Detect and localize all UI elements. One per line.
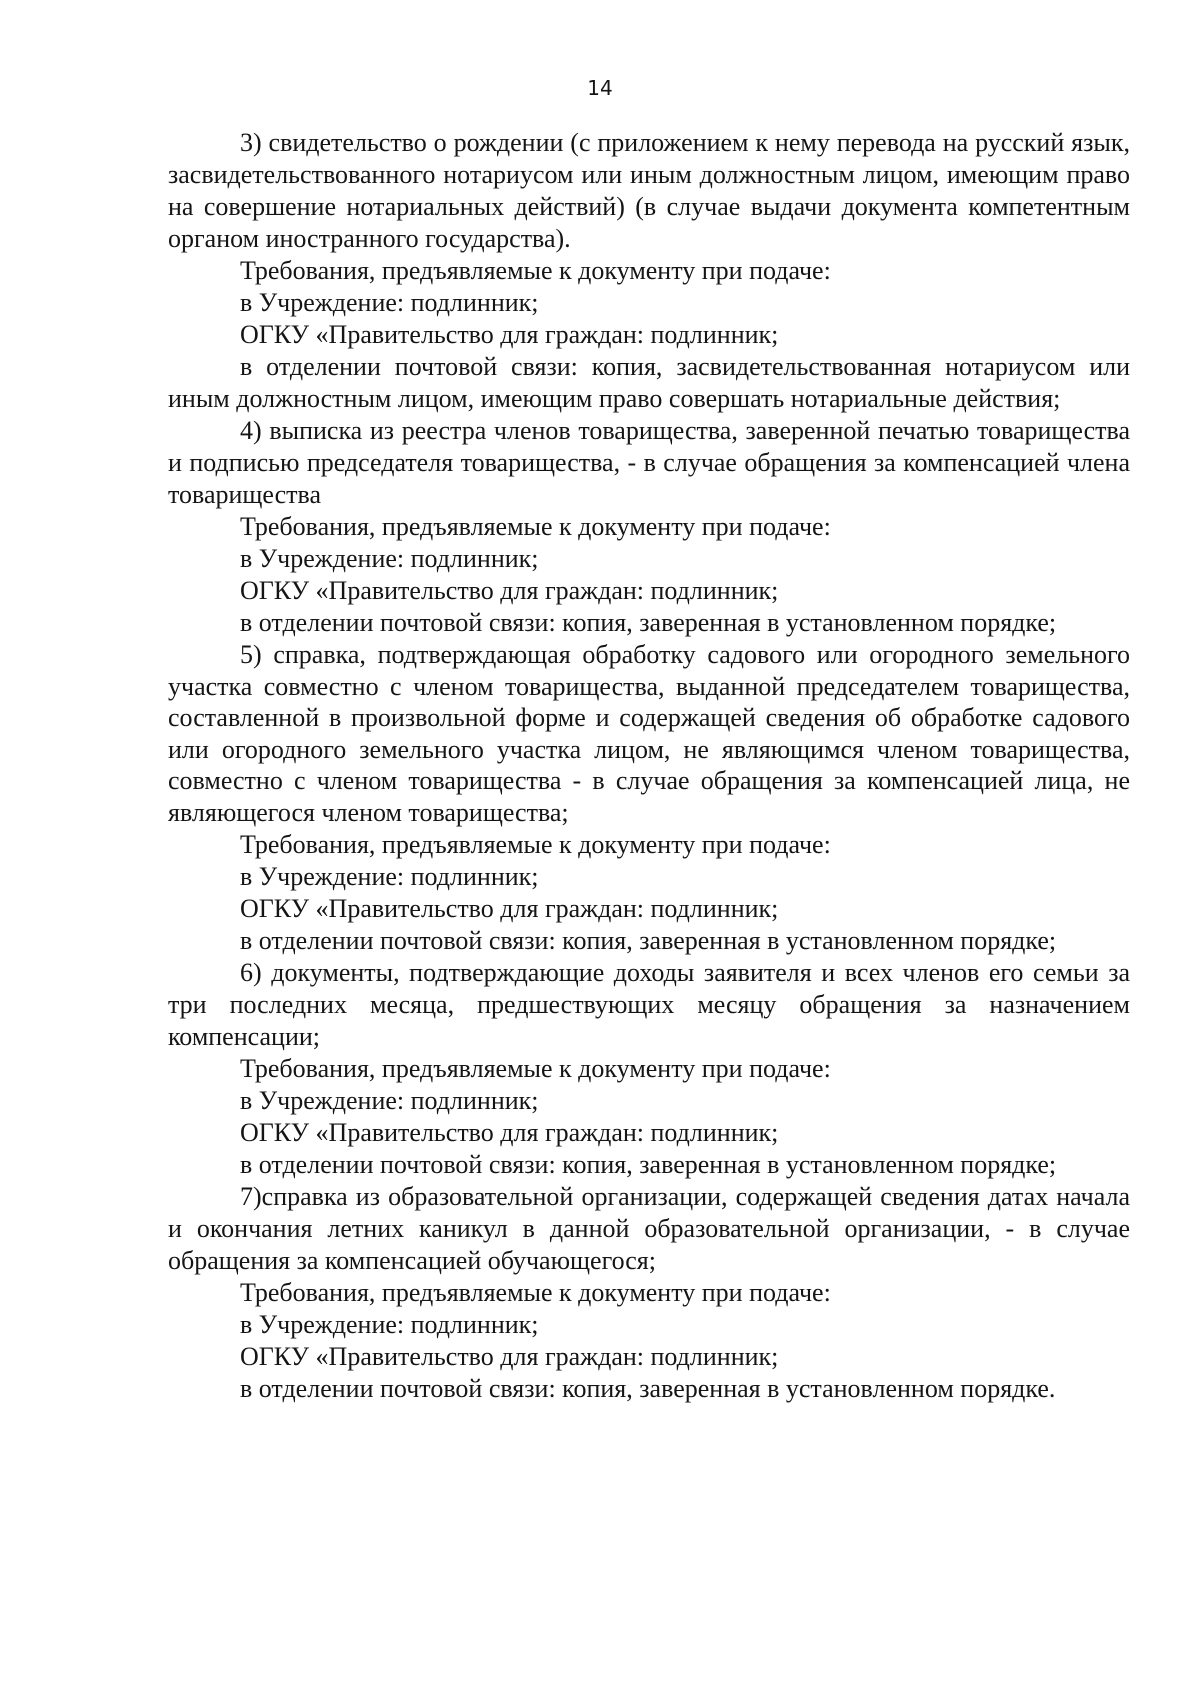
document-item-4: 4) выписка из реестра членов товарищества, заверенной печатью товарищества и подписью председателя товарищества, - в случае обращения за компенсацией члена товарищества	[168, 416, 1130, 509]
institution-requirement: в Учреждение: подлинник;	[240, 1085, 539, 1115]
ogku-requirement: ОГКУ «Правительство для граждан: подлинник;	[240, 1117, 779, 1147]
institution-requirement: в Учреждение: подлинник;	[240, 861, 539, 891]
document-item-6: 6) документы, подтверждающие доходы заявителя и всех членов его семьи за три последних месяца, предшествующих месяцу обращения за назначением компенсации;	[168, 957, 1130, 1051]
submission-requirements-heading: Требования, предъявляемые к документу при подаче:	[240, 512, 831, 541]
institution-requirement: в Учреждение: подлинник;	[240, 544, 539, 573]
submission-requirements-heading: Требования, предъявляемые к документу при подаче:	[240, 829, 831, 859]
document-body	[168, 127, 1130, 1405]
ogku-requirement: ОГКУ «Правительство для граждан: подлинник;	[240, 320, 779, 349]
ogku-requirement: ОГКУ «Правительство для граждан: подлинник;	[240, 893, 779, 923]
post-office-requirement: в отделении почтовой связи: копия, заверенная в установленном порядке;	[240, 608, 1057, 637]
document-item-7: 7)справка из образовательной организации, содержащей сведения датах начала и окончания летних каникул в данной образовательной организации, - в случае обращения за компенсацией обучающегося;	[168, 1181, 1130, 1275]
document-item-3: 3) свидетельство о рождении (с приложением к нему перевода на русский язык, засвидетельствованного нотариусом или иным должностным лицом, имеющим право на совершение нотариальных действий) (в случае выдачи документа компетентным органом иностранного государства).	[168, 128, 1130, 253]
submission-requirements-heading: Требования, предъявляемые к документу при подаче:	[240, 1053, 831, 1083]
page-number: 14	[587, 76, 613, 100]
post-office-requirement: в отделении почтовой связи: копия, заверенная в установленном порядке;	[240, 925, 1057, 955]
institution-requirement: в Учреждение: подлинник;	[240, 1309, 539, 1339]
institution-requirement: в Учреждение: подлинник;	[240, 288, 539, 317]
submission-requirements-heading: Требования, предъявляемые к документу при подаче:	[240, 256, 831, 285]
document-item-5: 5) справка, подтверждающая обработку садового или огородного земельного участка совместно с членом товарищества, выданной председателем товарищества, составленной в произвольной форме и содержащей сведения об обработке садового или огородного земельного участка лицом, не являющимся членом товарищества, совместно с членом товарищества - в случае обращения за компенсацией лица, не являющегося членом товарищества;	[168, 640, 1130, 827]
submission-requirements-heading: Требования, предъявляемые к документу при подаче:	[240, 1277, 831, 1307]
post-office-requirement: в отделении почтовой связи: копия, заверенная в установленном порядке;	[240, 1149, 1057, 1179]
post-office-requirement: в отделении почтовой связи: копия, заверенная в установленном порядке.	[240, 1373, 1056, 1403]
ogku-requirement: ОГКУ «Правительство для граждан: подлинник;	[240, 576, 779, 605]
ogku-requirement: ОГКУ «Правительство для граждан: подлинник;	[240, 1341, 779, 1371]
post-office-requirement: в отделении почтовой связи: копия, засвидетельствованная нотариусом или иным должностным лицом, имеющим право совершать нотариальные действия;	[168, 352, 1130, 413]
